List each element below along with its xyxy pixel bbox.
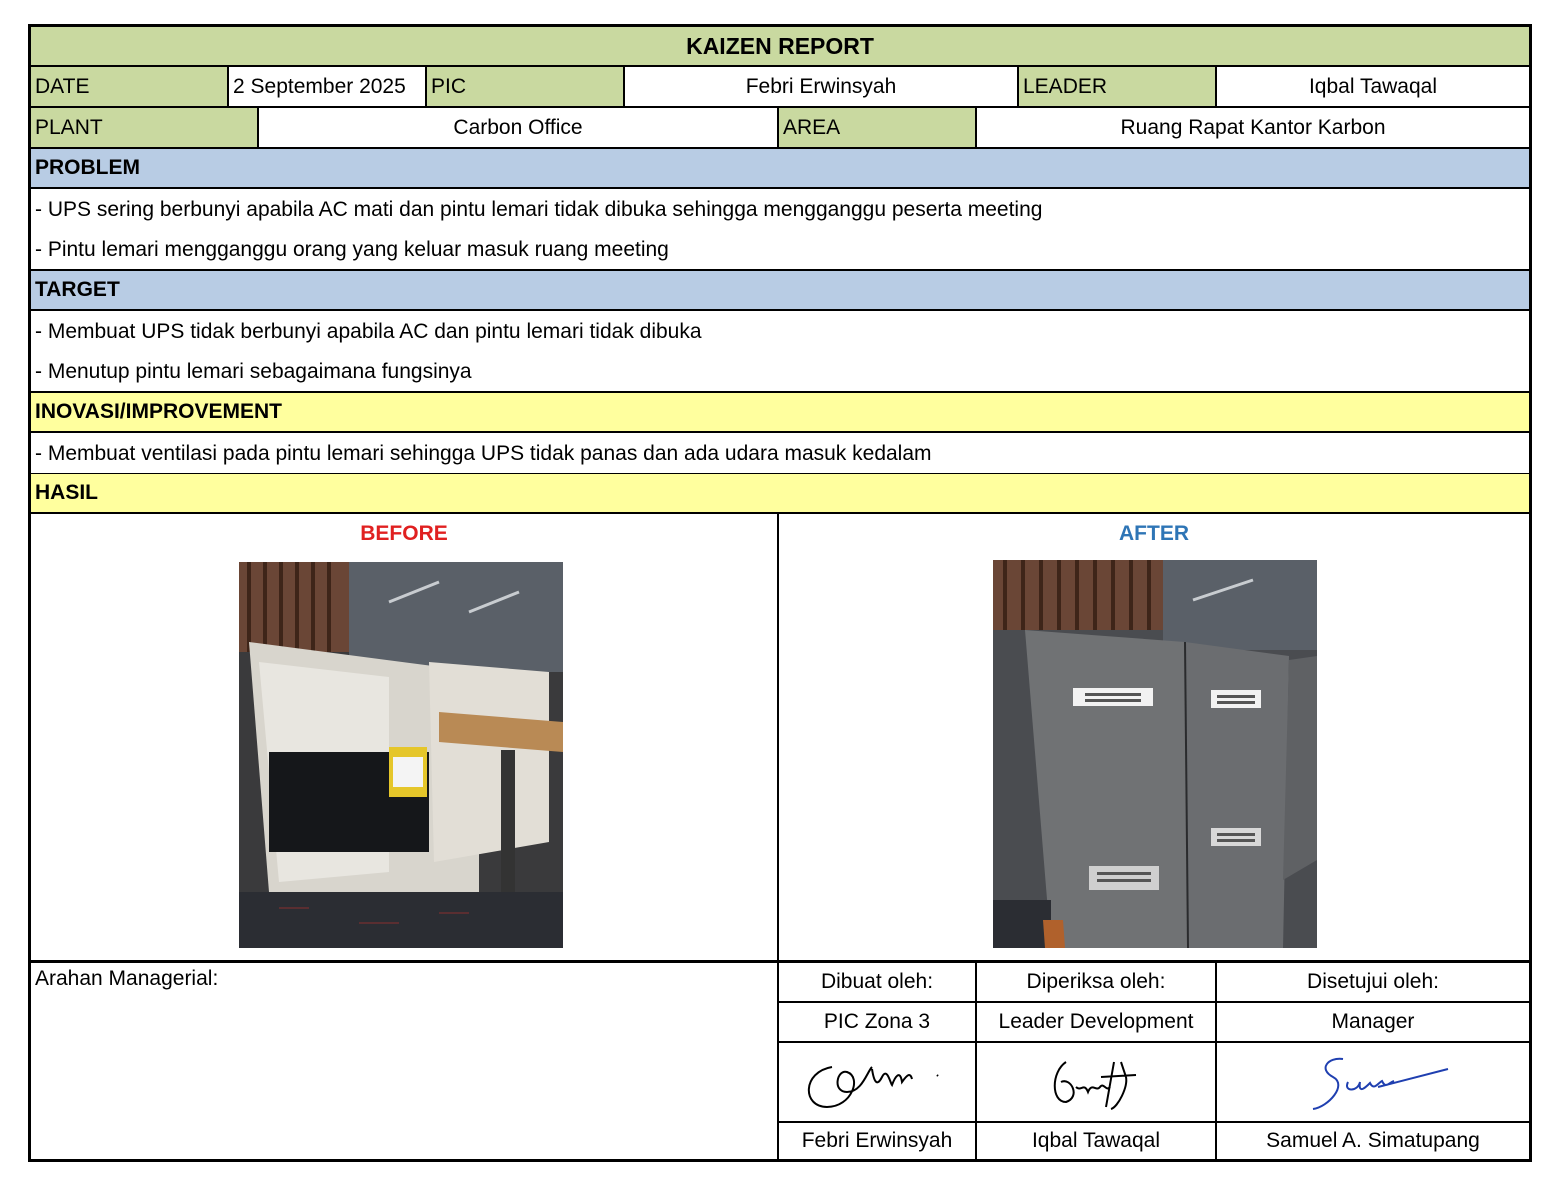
- plant-value: Carbon Office: [259, 108, 779, 147]
- pic-value: Febri Erwinsyah: [625, 67, 1019, 106]
- made-by-role: PIC Zona 3: [779, 1003, 977, 1043]
- signature-image: [792, 1047, 962, 1117]
- before-column: [31, 514, 779, 960]
- made-by-name: Febri Erwinsyah: [779, 1123, 977, 1159]
- hasil-heading: HASIL: [35, 481, 98, 504]
- arahan-managerial: Arahan Managerial:: [31, 963, 779, 1159]
- target-heading-row: [31, 271, 1529, 311]
- checked-by-header: Diperiksa oleh:: [977, 963, 1217, 1003]
- approved-by-name: Samuel A. Simatupang: [1266, 1129, 1480, 1152]
- pic-label: PIC: [427, 67, 625, 106]
- date-value: 2 September 2025: [229, 67, 427, 106]
- problem-item: - Pintu lemari mengganggu orang yang keluar masuk ruang meeting: [31, 231, 1529, 271]
- made-by-signature: [779, 1043, 977, 1123]
- area-label: AREA: [779, 108, 977, 147]
- info-row-2: [31, 108, 1529, 149]
- area-value: Ruang Rapat Kantor Karbon: [1120, 115, 1386, 139]
- approval-section: [31, 963, 1529, 1159]
- before-label: BEFORE: [360, 522, 448, 545]
- inovasi-heading-row: [31, 393, 1529, 433]
- kaizen-report-sheet: [28, 24, 1532, 1162]
- leader-label: LEADER: [1019, 67, 1217, 106]
- date-label: DATE: [31, 67, 229, 106]
- target-heading: TARGET: [35, 278, 120, 301]
- report-title: KAIZEN REPORT: [686, 32, 874, 59]
- target-item: - Membuat UPS tidak berbunyi apabila AC dan pintu lemari tidak dibuka: [35, 320, 702, 343]
- problem-heading: PROBLEM: [35, 156, 140, 179]
- title-row: [31, 27, 1529, 67]
- hasil-heading-row: [31, 474, 1529, 514]
- problem-item: - UPS sering berbunyi apabila AC mati dan pintu lemari tidak dibuka sehingga mengganggu peserta meeting: [35, 198, 1043, 221]
- after-column: [779, 514, 1529, 960]
- signature-image: [1288, 1047, 1458, 1117]
- approved-by-header: Disetujui oleh:: [1217, 963, 1529, 1003]
- problem-heading-row: [31, 149, 1529, 189]
- checked-by-role: Leader Development: [977, 1003, 1217, 1043]
- before-photo: [239, 562, 563, 948]
- photo-area: [31, 514, 1529, 963]
- after-label: AFTER: [1119, 522, 1189, 545]
- inovasi-item: - Membuat ventilasi pada pintu lemari sehingga UPS tidak panas dan ada udara masuk kedalam: [31, 435, 1529, 475]
- checked-by-signature: [977, 1043, 1217, 1123]
- info-row-1: [31, 67, 1529, 108]
- signature-grid: [779, 963, 1529, 1159]
- made-by-header: Dibuat oleh:: [779, 963, 977, 1003]
- checked-by-name: Iqbal Tawaqal: [977, 1123, 1217, 1159]
- signature-image: [1026, 1047, 1166, 1117]
- target-item: - Menutup pintu lemari sebagaimana fungsinya: [31, 353, 1529, 393]
- approved-by-signature: [1217, 1043, 1529, 1123]
- inovasi-heading: INOVASI/IMPROVEMENT: [35, 400, 282, 423]
- leader-value: Iqbal Tawaqal: [1308, 74, 1438, 98]
- approved-by-role: Manager: [1217, 1003, 1529, 1043]
- after-photo: [993, 560, 1317, 948]
- plant-label: PLANT: [31, 108, 259, 147]
